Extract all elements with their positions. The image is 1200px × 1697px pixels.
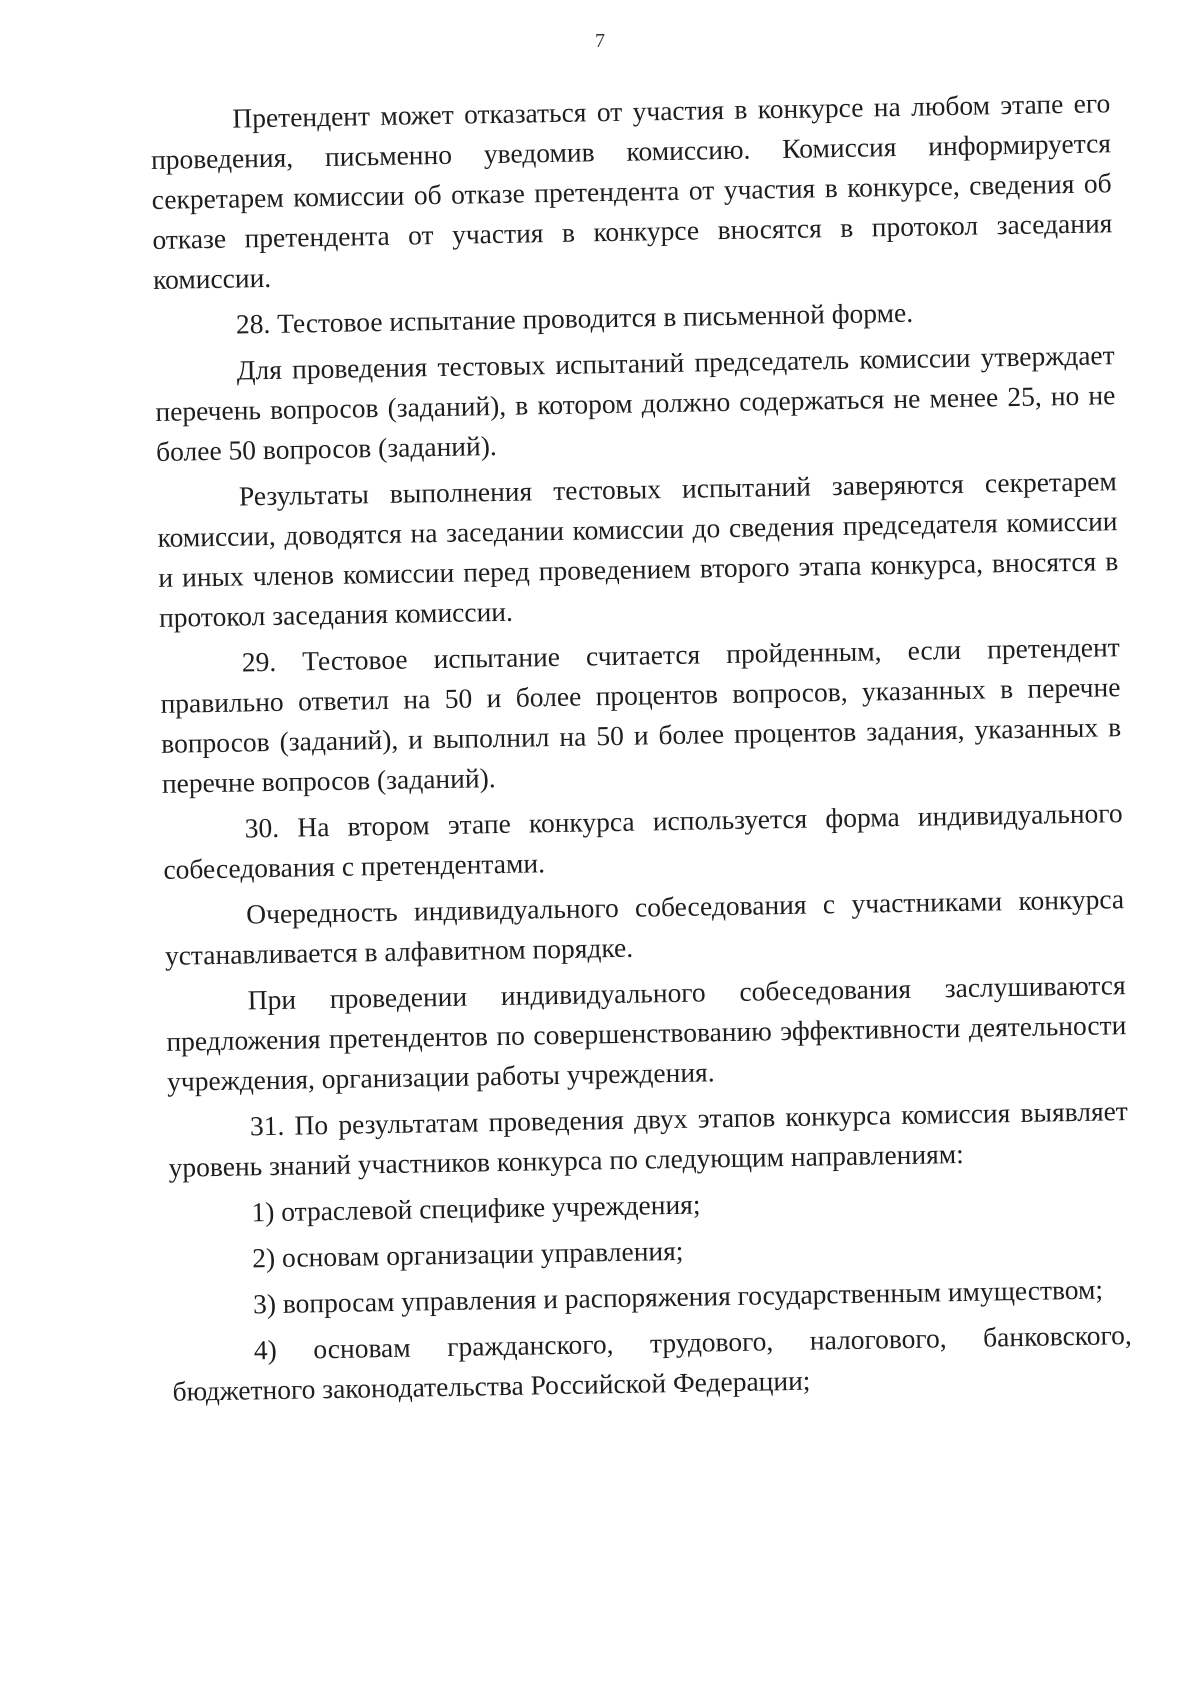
paragraph-30: 30. На втором этапе конкурса используется форма индивидуального собеседования с претендентами.: [163, 797, 1123, 885]
paragraph-28: 28. Тестовое испытание проводится в письменной форме.: [235, 296, 914, 340]
paragraph-question-list: Для проведения тестовых испытаний председатель комиссии утверждает перечень вопросов (заданий), в котором должно содержаться не менее 25, но не более 50 вопросов (заданий).: [155, 339, 1116, 467]
list-item-2: 2) основам организации управления;: [251, 1234, 684, 1274]
paragraph-withdrawal: Претендент может отказаться от участия в конкурсе на любом этапе его проведения, письменно уведомив комиссию. Комиссия информируется секретарем комиссии об отказе претендента от участия в конкурсе, сведения об отказе претендента от участия в конкурсе вносятся в протокол заседания комиссии.: [150, 87, 1113, 295]
document-body: [150, 83, 1133, 1418]
page-number: 7: [595, 30, 605, 52]
list-item-3: 3) вопросам управления и распоряжения государственным имуществом;: [252, 1273, 1104, 1320]
paragraph-test-results: Результаты выполнения тестовых испытаний заверяются секретарем комиссии, доводятся на заседании комиссии до сведения председателя комиссии и иных членов комиссии перед проведением второго этапа конкурса, вносятся в протокол заседания комиссии.: [157, 465, 1119, 633]
paragraph-interview-proposals: При проведении индивидуального собеседования заслушиваются предложения претендентов по совершенствованию эффективности деятельности учреждения, организации работы учреждения.: [166, 969, 1127, 1097]
paragraph-29: 29. Тестовое испытание считается пройденным, если претендент правильно ответил на 50 и более процентов вопросов, указанных в перечне вопросов (заданий), и выполнил на 50 и более процентов задания, указанных в перечне вопросов (заданий).: [160, 631, 1122, 799]
paragraph-31: 31. По результатам проведения двух этапов конкурса комиссия выявляет уровень знаний участников конкурса по следующим направлениям:: [168, 1095, 1129, 1183]
list-item-1: 1) отраслевой специфике учреждения;: [251, 1188, 701, 1228]
list-item-4: 4) основам гражданского, трудового, налогового, банковского, бюджетного законодательства Российской Федерации;: [172, 1319, 1132, 1407]
paragraph-interview-order: Очередность индивидуального собеседования с участниками конкурса устанавливается в алфавитном порядке.: [164, 883, 1125, 971]
